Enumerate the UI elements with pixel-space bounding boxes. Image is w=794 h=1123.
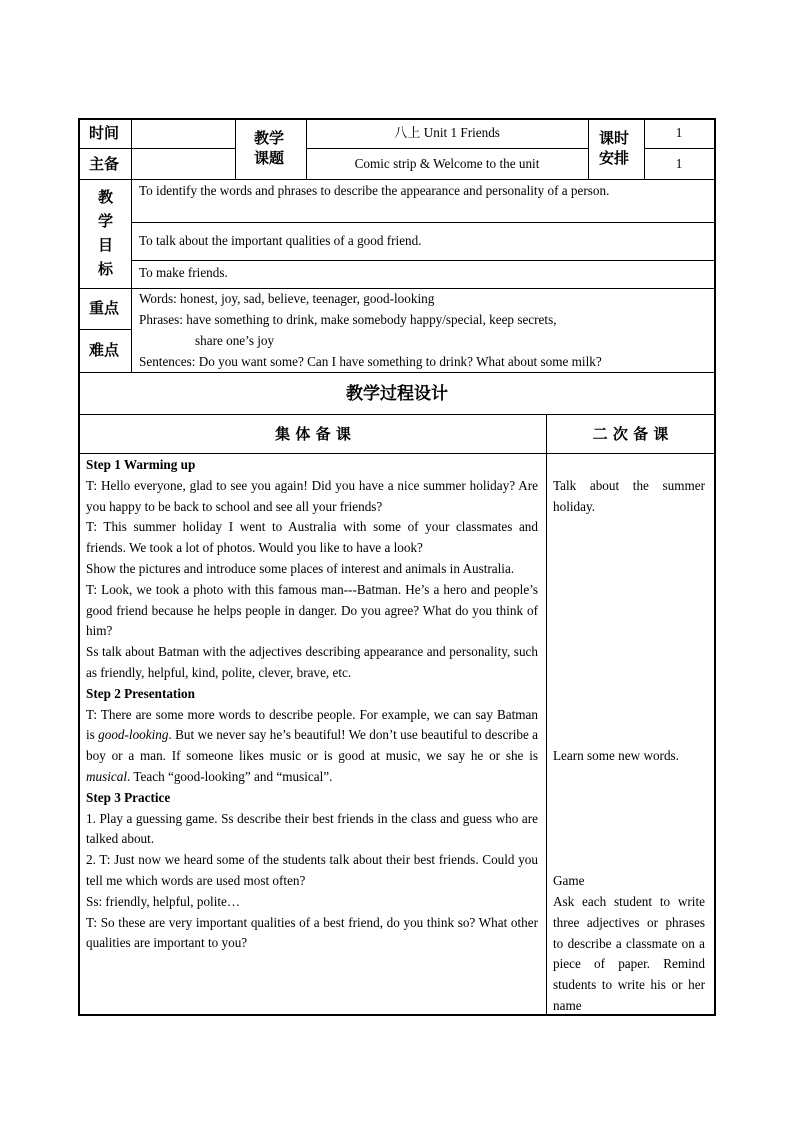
process-title: 教学过程设计: [346, 384, 448, 404]
time-label: 时间: [89, 124, 120, 142]
note-game-title: Game: [553, 873, 585, 888]
column-header-group-prep: 集 体 备 课: [275, 425, 351, 443]
steps-column: [86, 455, 538, 954]
difficult-points-label: 难点: [89, 341, 120, 359]
step-2-para: [86, 705, 538, 788]
key-phrases: Phrases: have something to drink, make somebody happy/special, keep secrets,: [139, 312, 557, 327]
note-summer-holiday: Talk about the summer holiday.: [553, 478, 705, 514]
step-2-text-a: T: There are some more words to describe people. For example, we can say Batman is: [86, 706, 538, 743]
step-3-para-2: 2. T: Just now we heard some of the students talk about their best friends. Could you tell me which words are used most often?: [86, 852, 538, 888]
step-2-text-c: . But we never say he’s beautiful! We don’t use beautiful to describe a boy or a man. If someone likes music or is good at music, we say he or she is: [86, 727, 539, 764]
lesson-title-row2: Comic strip & Welcome to the unit: [354, 156, 540, 171]
goal-item-3: To make friends.: [139, 265, 228, 280]
step-1-para-3: Show the pictures and introduce some places of interest and animals in Australia.: [86, 560, 515, 576]
goal-item-2: To talk about the important qualities of a good friend.: [139, 233, 422, 248]
step-3-title: Step 3 Practice: [86, 789, 171, 805]
step-1-para-1: T: Hello everyone, glad to see you again! Did you have a nice summer holiday? Are you happy to be back to school and see all your friends?: [86, 477, 538, 514]
key-words: Words: honest, joy, sad, believe, teenager, good-looking: [139, 291, 435, 306]
step-3-para-3: Ss: friendly, helpful, polite…: [86, 893, 241, 909]
preparer-label: 主备: [89, 155, 120, 173]
step-1-para-2: T: This summer holiday I went to Australia with some of your classmates and friends. We took a lot of photos. Would you like to have a look?: [86, 519, 538, 556]
step-1-para-5: Ss talk about Batman with the adjectives describing appearance and personality, such as friendly, helpful, kind, polite, clever, brave, etc.: [86, 644, 538, 680]
step-2-title: Step 2 Presentation: [86, 685, 195, 701]
step-1-title: Step 1 Warming up: [86, 457, 196, 472]
step-3-para-4: T: So these are very important qualities of a best friend, do you think so? What other qualities are important to you?: [86, 914, 538, 951]
key-phrases-cont: share one’s joy: [195, 333, 275, 348]
hours-row1: 1: [675, 125, 683, 140]
hours-row2: 1: [675, 156, 683, 171]
note-new-words: Learn some new words.: [553, 748, 679, 763]
goal-item-1: To identify the words and phrases to describe the appearance and personality of a person.: [139, 183, 610, 198]
note-game-body: Ask each student to write three adjectives or phrases to describe a classmate on a piece of paper. Remind students to write his or her name: [553, 894, 705, 1013]
key-points-label: 重点: [89, 299, 120, 317]
step-2-term-good-looking: good-looking: [98, 727, 169, 743]
key-sentences: Sentences: Do you want some? Can I have something to drink? What about some milk?: [139, 354, 602, 369]
step-2-text-e: . Teach “good-looking” and “musical”.: [127, 768, 333, 784]
hours-label: 课时安排: [599, 129, 630, 167]
topic-label: 教学课题: [254, 129, 285, 167]
step-1-para-4: T: Look, we took a photo with this famous man---Batman. He’s a hero and people’s good friend because he helps people in danger. Do you agree? What do you think of him?: [86, 581, 538, 639]
goals-label: 教 学 目 标: [97, 188, 113, 278]
column-header-second-prep: 二 次 备 课: [592, 425, 669, 443]
step-2-term-musical: musical: [86, 768, 128, 784]
step-3-para-1: 1. Play a guessing game. Ss describe their best friends in the class and guess who are talked about.: [86, 810, 538, 847]
lesson-title-row1: 八上 Unit 1 Friends: [394, 125, 500, 140]
